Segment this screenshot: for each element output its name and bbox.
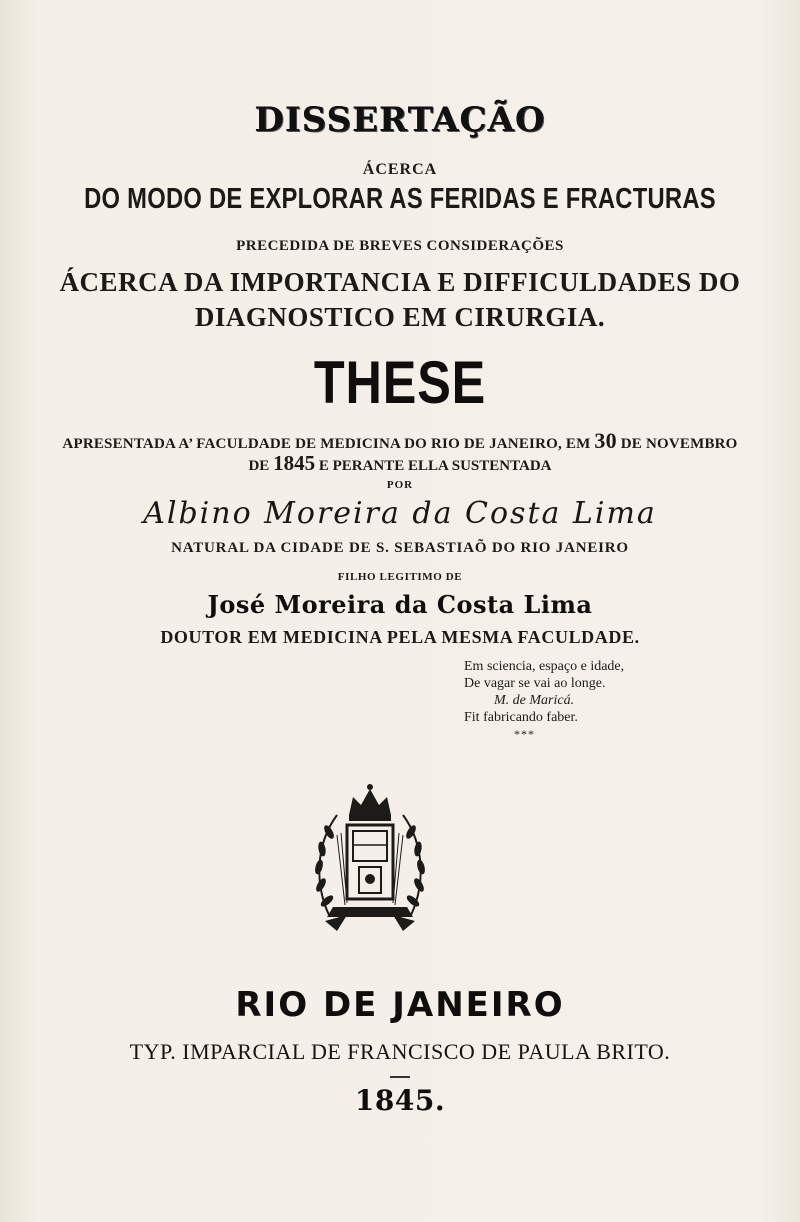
presented-text-a: APRESENTADA A’ FACULDADE DE MEDICINA DO RIO DE JANEIRO, EM (62, 436, 591, 452)
author-name: Albino Moreira da Costa Lima (143, 496, 657, 531)
epigraph-line-2: De vagar se vai ao longe. (464, 676, 606, 691)
defended-de: DE (248, 458, 270, 474)
epigraph (464, 658, 764, 743)
son-of-label: FILHO LEGITIMO DE (337, 571, 463, 583)
defended-text: E PERANTE ELLA SUSTENTADA (318, 458, 552, 474)
defended-year: 1845 (273, 451, 316, 475)
heading-dissertacao: DISSERTAÇÃO (254, 100, 546, 140)
imprint-divider (390, 1076, 410, 1078)
importance-line: ÁCERCA DA IMPORTANCIA E DIFFICULDADES DO (59, 267, 741, 297)
epigraph-attribution: M. de Maricá. (494, 693, 575, 708)
epigraph-line-3: Fit fabricando faber. (464, 710, 578, 725)
these-title: THESE (313, 349, 487, 416)
epigraph-line-1: Em sciencia, espaço e idade, (464, 659, 625, 674)
birthplace-line: NATURAL DA CIDADE DE S. SEBASTIAÕ DO RIO JANEIRO (171, 540, 629, 556)
imprint-printer: TYP. IMPARCIAL DE FRANCISCO DE PAULA BRITO. (129, 1039, 671, 1064)
acerca-label: ÁCERCA (362, 161, 438, 178)
preceded-by-line: PRECEDIDA DE BREVES CONSIDERAÇÕES (236, 238, 564, 254)
imprint-city: RIO DE JANEIRO (235, 985, 565, 1025)
thesis-subject: DO MODO DE EXPLORAR AS FERIDAS E FRACTURAS (84, 183, 716, 215)
por-label: POR (386, 479, 414, 491)
diagnosis-line: DIAGNOSTICO EM CIRURGIA. (194, 302, 606, 332)
defended-line (0, 451, 800, 476)
father-name: José Moreira da Costa Lima (207, 590, 593, 619)
doctor-line: DOUTOR EM MEDICINA PELA MESMA FACULDADE. (160, 627, 640, 647)
presented-day: 30 (594, 428, 617, 453)
imperial-medical-emblem-icon (307, 775, 433, 935)
epigraph-stars: *** (514, 727, 535, 741)
imprint-year: 1845. (354, 1084, 446, 1117)
presented-text-b: DE NOVEMBRO (620, 436, 738, 452)
